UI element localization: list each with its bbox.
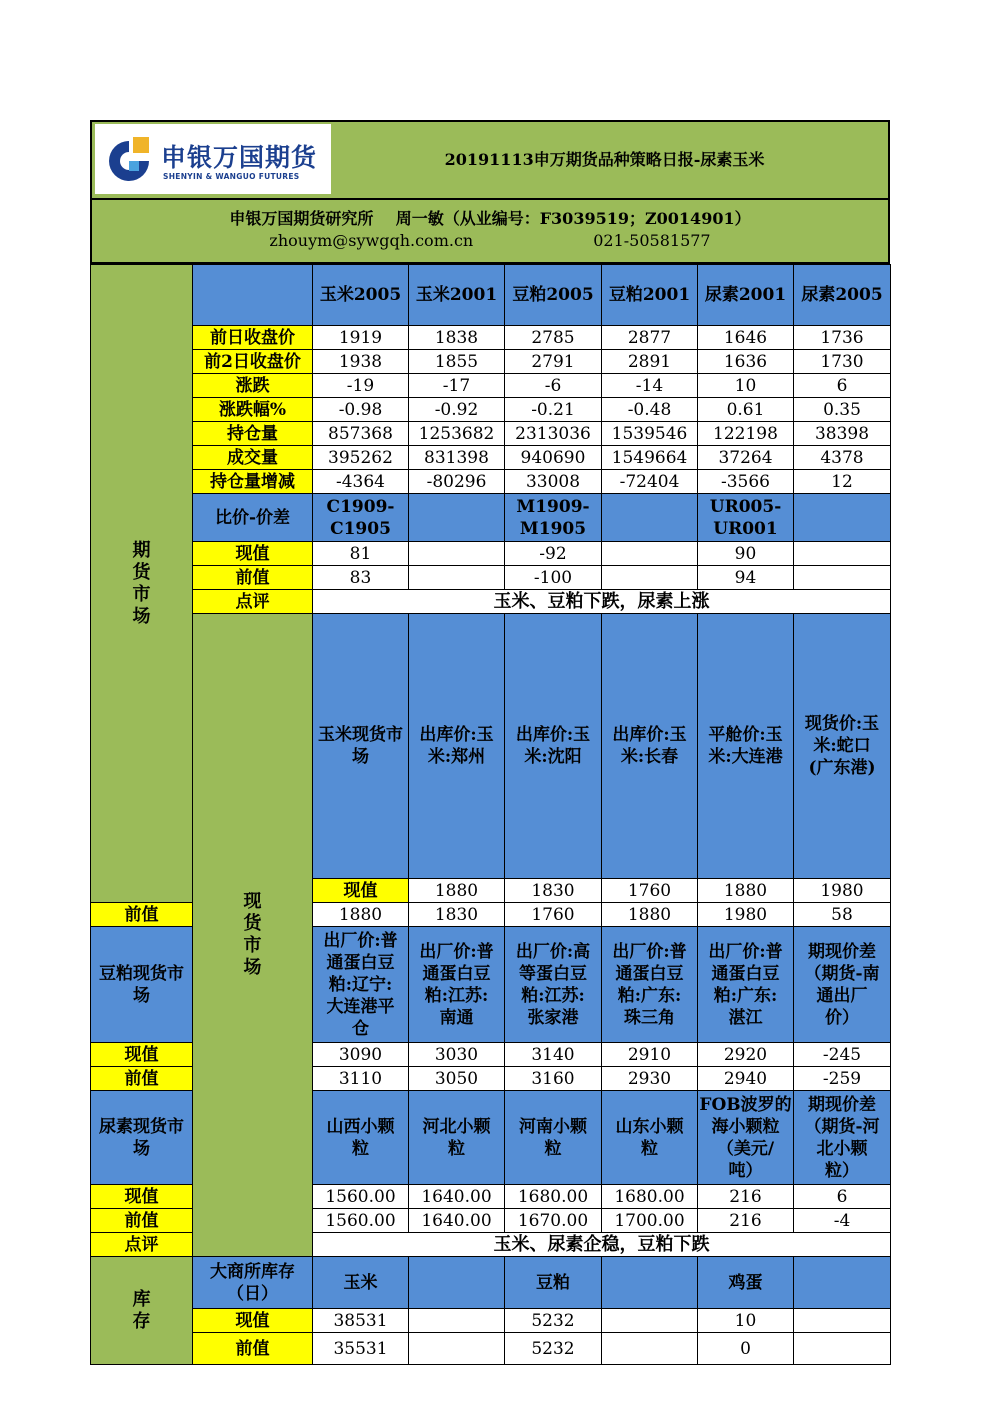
table-cell: -17 (409, 374, 505, 398)
table-cell: 3140 (505, 1043, 602, 1067)
row-label: 前值 (193, 566, 313, 590)
inventory-header (602, 1257, 698, 1309)
comment-label: 点评 (91, 1233, 193, 1257)
table-cell: 1880 (409, 879, 505, 903)
table-cell: -245 (794, 1043, 891, 1067)
table-cell: 1855 (409, 350, 505, 374)
table-row (91, 350, 891, 374)
author-phone: 021-50581577 (593, 231, 711, 250)
urea-spot-label: 尿素现货市场 (91, 1091, 193, 1185)
row-label: 现值 (91, 1043, 193, 1067)
table-cell: 0.35 (794, 398, 891, 422)
table-cell: 2877 (602, 326, 698, 350)
contract-header: 尿素2005 (794, 265, 891, 326)
table-cell: 1640.00 (409, 1209, 505, 1233)
table-cell: 94 (698, 566, 794, 590)
table-cell: 1560.00 (313, 1209, 409, 1233)
table-cell: 1919 (313, 326, 409, 350)
report-header (90, 120, 890, 200)
table-cell: 37264 (698, 446, 794, 470)
table-cell: 58 (794, 903, 891, 927)
table-cell: 1760 (602, 879, 698, 903)
table-cell: 3030 (409, 1043, 505, 1067)
table-cell: 81 (313, 542, 409, 566)
table-cell: 2930 (602, 1067, 698, 1091)
spot-column-header: FOB波罗的 海小颗粒 （美元/ 吨） (698, 1091, 794, 1185)
table-cell: -92 (505, 542, 602, 566)
table-cell: 90 (698, 542, 794, 566)
table-cell: 216 (698, 1209, 794, 1233)
table-cell: 1830 (505, 879, 602, 903)
report-sheet (90, 120, 890, 1365)
table-cell: 12 (794, 470, 891, 494)
table-cell (409, 1309, 505, 1333)
table-cell: 1760 (505, 903, 602, 927)
spread-label: 比价-价差 (193, 494, 313, 542)
table-cell: 216 (698, 1185, 794, 1209)
contract-header: 豆粕2005 (505, 265, 602, 326)
inventory-header: 玉米 (313, 1257, 409, 1309)
contract-header: 尿素2001 (698, 265, 794, 326)
table-row (91, 542, 891, 566)
table-cell: 1636 (698, 350, 794, 374)
table-cell: 1680.00 (602, 1185, 698, 1209)
row-label: 前值 (91, 1067, 193, 1091)
table-cell: 2891 (602, 350, 698, 374)
table-cell: 5232 (505, 1333, 602, 1365)
table-row (91, 1257, 891, 1309)
table-cell: 1560.00 (313, 1185, 409, 1209)
spot-column-header: 出库价:玉 米:长春 (602, 614, 698, 879)
spot-column-header: 期现价差 （期货-南 通出厂 价） (794, 927, 891, 1043)
row-label: 前2日收盘价 (193, 350, 313, 374)
meal-spot-label: 豆粕现货市场 (91, 927, 193, 1043)
table-cell: -259 (794, 1067, 891, 1091)
table-cell (794, 1309, 891, 1333)
table-cell: 0 (698, 1333, 794, 1365)
row-label: 前值 (91, 903, 193, 927)
table-cell: 5232 (505, 1309, 602, 1333)
table-cell: -0.48 (602, 398, 698, 422)
table-cell: 1680.00 (505, 1185, 602, 1209)
comment-label: 点评 (193, 590, 313, 614)
table-row (91, 1309, 891, 1333)
table-row (91, 1333, 891, 1365)
table-cell: 83 (313, 566, 409, 590)
table-cell (602, 566, 698, 590)
table-cell (794, 566, 891, 590)
table-cell: -0.21 (505, 398, 602, 422)
spot-column-header: 山东小颗 粒 (602, 1091, 698, 1185)
row-label: 现值 (193, 1309, 313, 1333)
author-line: 申银万国期货研究所 周一敏（从业编号：F3039519；Z0014901） (229, 209, 751, 228)
table-cell: 0.61 (698, 398, 794, 422)
table-row (91, 446, 891, 470)
table-cell: 6 (794, 374, 891, 398)
row-label: 成交量 (193, 446, 313, 470)
spread-header: C1909- C1905 (313, 494, 409, 542)
inventory-header: 豆粕 (505, 1257, 602, 1309)
table-cell: -19 (313, 374, 409, 398)
table-cell: -80296 (409, 470, 505, 494)
spot-column-header: 出厂价:高 等蛋白豆 粕:江苏: 张家港 (505, 927, 602, 1043)
table-cell: 2785 (505, 326, 602, 350)
futures-comment: 玉米、豆粕下跌，尿素上涨 (313, 590, 891, 614)
row-label: 持仓量 (193, 422, 313, 446)
table-cell: 1880 (698, 879, 794, 903)
author-email: zhouym@sywgqh.com.cn (269, 231, 474, 250)
table-cell: 2910 (602, 1043, 698, 1067)
section-inventory: 库 存 (91, 1257, 193, 1365)
contact-line (92, 230, 888, 252)
spot-comment: 玉米、尿素企稳，豆粕下跌 (313, 1233, 891, 1257)
spread-header (794, 494, 891, 542)
table-cell: -100 (505, 566, 602, 590)
table-cell (409, 1333, 505, 1365)
corn-spot-label: 玉米现货市场 (313, 614, 409, 879)
strategy-table (90, 264, 891, 1365)
table-cell (409, 542, 505, 566)
table-cell: 1670.00 (505, 1209, 602, 1233)
table-row (91, 374, 891, 398)
table-cell: 1730 (794, 350, 891, 374)
row-label: 现值 (91, 1185, 193, 1209)
row-label: 持仓量增减 (193, 470, 313, 494)
table-cell: 940690 (505, 446, 602, 470)
row-label: 涨跌 (193, 374, 313, 398)
row-label: 前值 (193, 1333, 313, 1365)
table-cell: 1980 (794, 879, 891, 903)
table-row (91, 614, 891, 879)
contract-header: 玉米2001 (409, 265, 505, 326)
row-label: 前日收盘价 (193, 326, 313, 350)
table-cell: 33008 (505, 470, 602, 494)
spot-column-header: 出厂价:普 通蛋白豆 粕:广东: 湛江 (698, 927, 794, 1043)
spot-column-header: 出库价:玉 米:郑州 (409, 614, 505, 879)
table-cell (794, 542, 891, 566)
table-cell: 2940 (698, 1067, 794, 1091)
table-cell (602, 1333, 698, 1365)
inventory-header: 鸡蛋 (698, 1257, 794, 1309)
spot-column-header: 河南小颗 粒 (505, 1091, 602, 1185)
table-cell: 2920 (698, 1043, 794, 1067)
table-row (91, 398, 891, 422)
table-cell: 2313036 (505, 422, 602, 446)
table-cell: 4378 (794, 446, 891, 470)
logo-text-en: SHENYIN & WANGUO FUTURES (163, 172, 300, 181)
table-cell: -72404 (602, 470, 698, 494)
table-cell: 35531 (313, 1333, 409, 1365)
table-cell: 122198 (698, 422, 794, 446)
table-cell: 3160 (505, 1067, 602, 1091)
logo-text-cn: 申银万国期货 (161, 143, 318, 172)
table-cell: 3050 (409, 1067, 505, 1091)
row-label: 现值 (193, 542, 313, 566)
spread-header: UR005- UR001 (698, 494, 794, 542)
spot-column-header: 现货价:玉 米:蛇口 (广东港) (794, 614, 891, 879)
spot-column-header: 出厂价:普 通蛋白豆 粕:江苏: 南通 (409, 927, 505, 1043)
table-cell: -4364 (313, 470, 409, 494)
contract-header: 玉米2005 (313, 265, 409, 326)
table-cell: 3110 (313, 1067, 409, 1091)
logo-mark-icon (107, 135, 155, 183)
table-row (91, 470, 891, 494)
section-futures: 期 货 市 场 (91, 265, 193, 903)
table-cell: 1640.00 (409, 1185, 505, 1209)
table-cell: 6 (794, 1185, 891, 1209)
table-cell: 38531 (313, 1309, 409, 1333)
section-spot: 现 货 市 场 (193, 614, 313, 1257)
row-label: 现值 (313, 879, 409, 903)
table-cell: 1736 (794, 326, 891, 350)
spot-column-header: 出厂价:普 通蛋白豆 粕:辽宁: 大连港平 仓 (313, 927, 409, 1043)
table-row (91, 566, 891, 590)
table-cell (602, 1309, 698, 1333)
table-cell: 1938 (313, 350, 409, 374)
row-label: 涨跌幅% (193, 398, 313, 422)
table-cell: 1838 (409, 326, 505, 350)
table-cell: 857368 (313, 422, 409, 446)
table-cell: 1830 (409, 903, 505, 927)
table-row (91, 422, 891, 446)
table-cell (794, 1333, 891, 1365)
spot-column-header: 平舱价:玉 米:大连港 (698, 614, 794, 879)
inventory-header (409, 1257, 505, 1309)
table-cell: 1880 (602, 903, 698, 927)
report-title: 20191113申万期货品种策略日报-尿素玉米 (444, 150, 765, 169)
row-label: 前值 (91, 1209, 193, 1233)
inventory-label: 大商所库存 （日） (193, 1257, 313, 1309)
table-cell: -14 (602, 374, 698, 398)
inventory-header (794, 1257, 891, 1309)
table-cell: 3090 (313, 1043, 409, 1067)
table-cell: 1253682 (409, 422, 505, 446)
table-cell: 1539546 (602, 422, 698, 446)
table-row (91, 494, 891, 542)
table-cell: 10 (698, 374, 794, 398)
table-cell: -4 (794, 1209, 891, 1233)
spread-header (602, 494, 698, 542)
table-cell: 831398 (409, 446, 505, 470)
table-cell (409, 566, 505, 590)
author-info (90, 200, 890, 264)
contract-header: 豆粕2001 (602, 265, 698, 326)
table-cell: 10 (698, 1309, 794, 1333)
table-cell: -0.98 (313, 398, 409, 422)
company-logo (95, 124, 331, 194)
table-row (91, 265, 891, 326)
table-cell: -6 (505, 374, 602, 398)
table-cell (602, 542, 698, 566)
spot-column-header: 山西小颗 粒 (313, 1091, 409, 1185)
table-cell: 1980 (698, 903, 794, 927)
spread-header: M1909- M1905 (505, 494, 602, 542)
spot-column-header: 出库价:玉 米:沈阳 (505, 614, 602, 879)
spot-column-header: 期现价差 （期货-河 北小颗 粒） (794, 1091, 891, 1185)
table-cell: 395262 (313, 446, 409, 470)
table-cell: 1880 (313, 903, 409, 927)
header-blank (193, 265, 313, 326)
table-cell: 1549664 (602, 446, 698, 470)
spread-header (409, 494, 505, 542)
table-row (91, 590, 891, 614)
table-cell: 1700.00 (602, 1209, 698, 1233)
spot-column-header: 出厂价:普 通蛋白豆 粕:广东: 珠三角 (602, 927, 698, 1043)
table-cell: -3566 (698, 470, 794, 494)
table-cell: 1646 (698, 326, 794, 350)
table-row (91, 326, 891, 350)
table-cell: 38398 (794, 422, 891, 446)
spot-column-header: 河北小颗 粒 (409, 1091, 505, 1185)
table-cell: 2791 (505, 350, 602, 374)
table-cell: -0.92 (409, 398, 505, 422)
